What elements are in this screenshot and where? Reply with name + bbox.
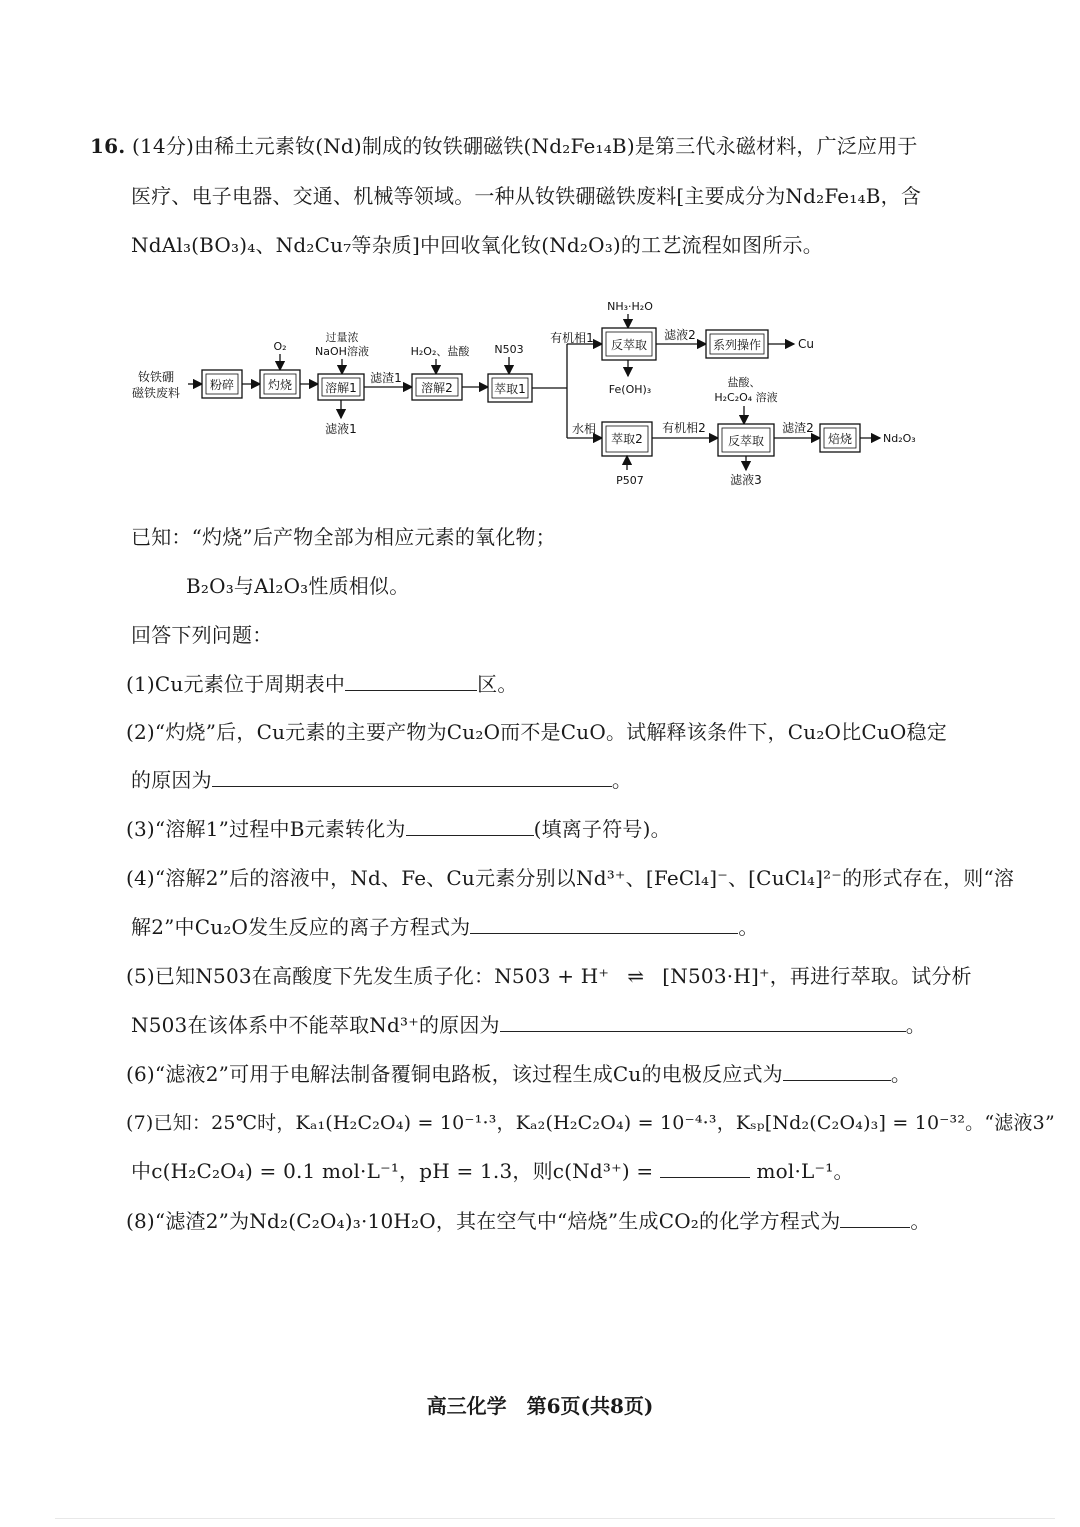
subq-2-text: 的原因为	[131, 768, 212, 792]
subq-7-text: 中c(H₂C₂O₄) = 0.1 mol·L⁻¹，pH = 1.3，则c(Nd³⁺) =	[131, 1159, 654, 1183]
series-ops-step	[706, 330, 768, 358]
hcl-label-2: H₂C₂O₄ 溶液	[714, 391, 778, 404]
answer-blank-7[interactable]	[660, 1157, 750, 1178]
crush-label: 粉碎	[209, 378, 235, 392]
h2o2-label: H₂O₂、盐酸	[410, 345, 470, 358]
residue1-label: 滤渣1	[370, 371, 402, 385]
extract1-label: 萃取1	[494, 382, 526, 396]
subq-4-line-1: (4)“溶解2”后的溶液中，Nd、Fe、Cu元素分别以Nd³⁺、[FeCl₄]⁻、[CuCl₄]²⁻的形式存在，则“溶	[126, 866, 1015, 890]
subq-2-line-1: (2)“灼烧”后，Cu元素的主要产物为Cu₂O而不是CuO。试解释该条件下，Cu₂O比CuO稳定	[126, 720, 947, 744]
subq-6-text: (6)“滤液2”可用于电解法制备覆铜电路板，该过程生成Cu的电极反应式为	[126, 1062, 783, 1086]
subq-8-text: (8)“滤渣2”为Nd₂(C₂O₄)₃·10H₂O，其在空气中“焙烧”生成CO₂的化学方程式为	[126, 1209, 841, 1233]
subq-1-tail: 区。	[477, 672, 518, 696]
feed-label-2: 磁铁废料	[131, 386, 181, 400]
subq-7-tail: mol·L⁻¹。	[756, 1159, 854, 1183]
subq-2-tail: 。	[611, 768, 633, 792]
subq-8	[126, 1207, 931, 1235]
subq-6	[126, 1060, 911, 1088]
known-line-2: B₂O₃与Al₂O₃性质相似。	[186, 574, 410, 598]
subq-5-line-1	[126, 962, 972, 990]
subq-5-text-c: N503在该体系中不能萃取Nd³⁺的原因为	[131, 1013, 500, 1037]
page-footer: 高三化学 第6页(共8页)	[426, 1394, 654, 1418]
p507-label: P507	[616, 474, 644, 487]
question-intro-line-1	[90, 132, 918, 160]
question-number: 16.	[90, 134, 126, 158]
subq-3-tail: (填离子符号)。	[533, 817, 671, 841]
feed-label-1: 钕铁硼	[137, 370, 175, 384]
calcine-step	[820, 424, 860, 452]
subq-1-text: (1)Cu元素位于周期表中	[126, 672, 346, 696]
process-flow-diagram	[120, 290, 930, 500]
organic2-label: 有机相2	[662, 421, 706, 435]
subq-3-text: (3)“溶解1”过程中B元素转化为	[126, 817, 406, 841]
residue2-label: 滤渣2	[782, 421, 814, 435]
subq-5-tail: 。	[905, 1013, 926, 1037]
filtrate3-label: 滤液3	[730, 473, 762, 487]
subq-4-line-2	[131, 913, 759, 941]
extract1-step	[488, 374, 532, 402]
naoh-label-2: NaOH溶液	[315, 345, 369, 358]
filtrate1-label: 滤液1	[325, 422, 357, 436]
question-intro-line-2: 医疗、电子电器、交通、机械等领域。一种从钕铁硼磁铁废料[主要成分为Nd₂Fe₁₄B，含	[131, 184, 922, 208]
o2-label: O₂	[273, 340, 287, 353]
back-extract-top-step	[602, 328, 656, 360]
roast-step	[260, 370, 300, 398]
answer-blank-2[interactable]	[212, 766, 612, 787]
dissolve1-label: 溶解1	[325, 381, 357, 395]
answer-prompt: 回答下列问题：	[131, 623, 273, 647]
water-phase-label: 水相	[571, 422, 597, 436]
calcine-label: 焙烧	[827, 432, 853, 446]
answer-blank-1[interactable]	[345, 670, 477, 691]
equilibrium-arrow: ⇌	[627, 964, 645, 988]
subq-1	[126, 670, 518, 698]
crush-step	[202, 370, 242, 398]
hcl-label-1: 盐酸、	[727, 376, 761, 389]
subq-2-line-2	[131, 766, 632, 794]
dissolve2-step	[412, 374, 462, 400]
subq-7-line-1: (7)已知：25℃时，Kₐ₁(H₂C₂O₄) = 10⁻¹·³，Kₐ₂(H₂C₂O₄) = 10⁻⁴·³，Kₛₚ[Nd₂(C₂O₄)₃] = 10⁻³²。“滤液3”	[126, 1112, 1055, 1134]
question-score: (14分)	[131, 134, 195, 158]
cu-label: Cu	[798, 337, 814, 351]
nd2o3-label: Nd₂O₃	[883, 432, 916, 445]
organic1-label: 有机相1	[550, 331, 594, 345]
roast-label: 灼烧	[267, 378, 293, 392]
back-extract-bottom-step	[718, 424, 774, 456]
naoh-label-1: 过量浓	[325, 331, 359, 344]
subq-5-text-a: (5)已知N503在高酸度下先发生质子化：N503 + H⁺	[126, 964, 610, 988]
fe-oh3-label: Fe(OH)₃	[608, 383, 652, 396]
subq-5-text-b: [N503·H]⁺，再进行萃取。试分析	[662, 964, 972, 988]
filtrate2-top-label: 滤液2	[664, 328, 696, 342]
intro-text-1: 由稀土元素钕(Nd)制成的钕铁硼磁铁(Nd₂Fe₁₄B)是第三代永磁材料，广泛应用于	[194, 134, 918, 158]
back-extract-top-label: 反萃取	[610, 338, 648, 352]
dissolve2-label: 溶解2	[421, 381, 453, 395]
bottom-divider	[55, 1518, 1055, 1519]
answer-blank-6[interactable]	[783, 1060, 891, 1081]
nh3-label: NH₃·H₂O	[607, 300, 653, 313]
back-extract-bottom-label: 反萃取	[727, 434, 765, 448]
subq-6-tail: 。	[890, 1062, 912, 1086]
question-intro-line-3: NdAl₃(BO₃)₄、Nd₂Cu₇等杂质]中回收氧化钕(Nd₂O₃)的工艺流程如图所示。	[131, 233, 823, 257]
subq-3	[126, 815, 671, 843]
n503-label: N503	[494, 343, 524, 356]
extract2-label: 萃取2	[611, 432, 643, 446]
subq-7-line-2	[131, 1157, 854, 1185]
answer-blank-8[interactable]	[840, 1207, 910, 1228]
subq-8-tail: 。	[910, 1209, 931, 1233]
subq-4-tail: 。	[738, 915, 759, 939]
answer-blank-5[interactable]	[500, 1011, 906, 1032]
dissolve1-step	[318, 374, 364, 400]
subq-4-text: 解2”中Cu₂O发生反应的离子方程式为	[131, 915, 471, 939]
series-ops-label: 系列操作	[712, 338, 762, 352]
subq-5-line-2	[131, 1011, 926, 1039]
extract2-step	[602, 422, 652, 456]
known-line-1: 已知：“灼烧”后产物全部为相应元素的氧化物；	[131, 525, 556, 549]
answer-blank-4[interactable]	[470, 913, 738, 934]
answer-blank-3[interactable]	[406, 815, 534, 836]
